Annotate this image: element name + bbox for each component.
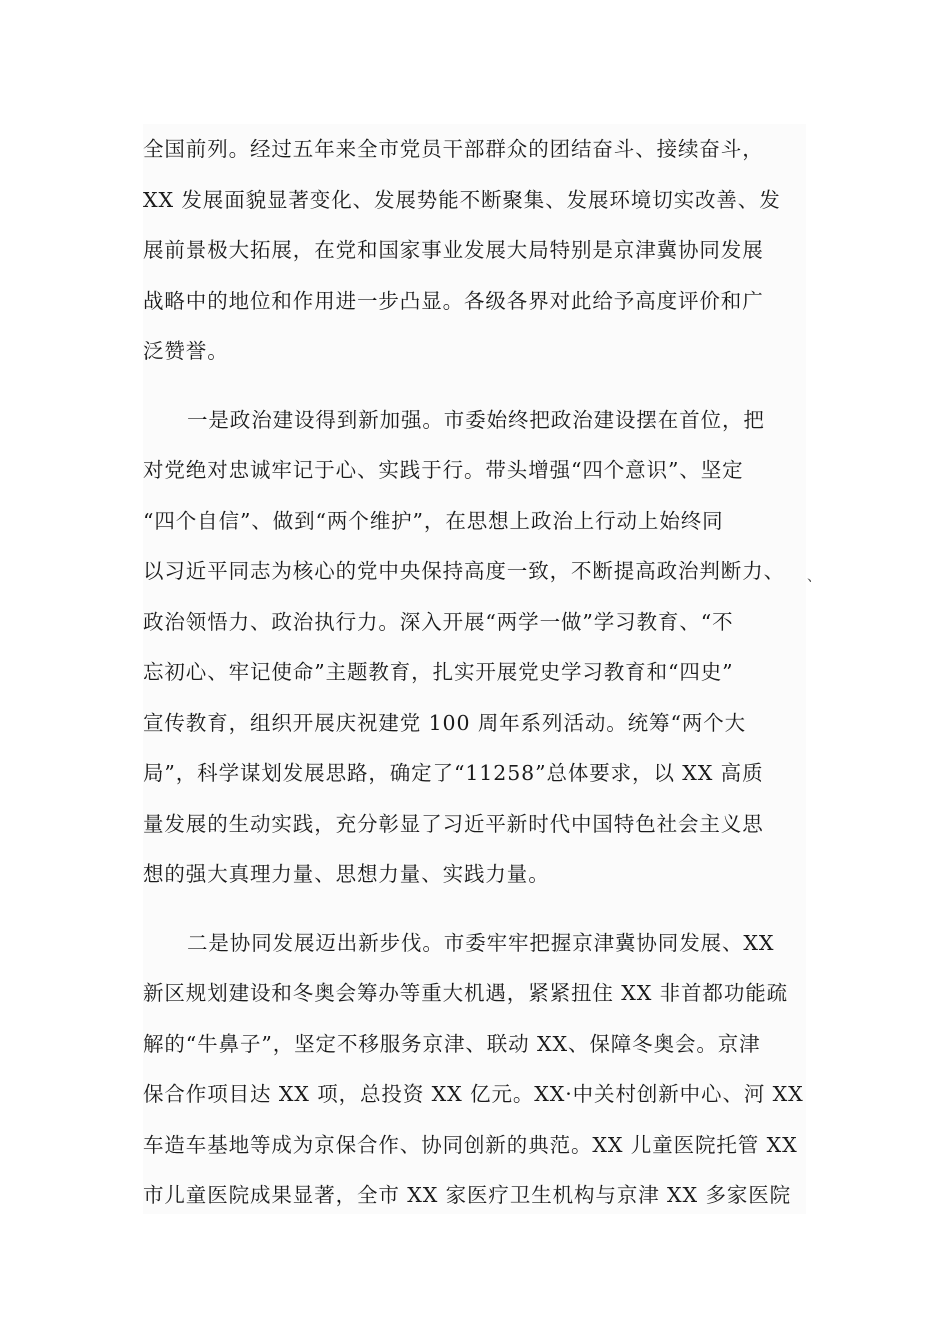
text-line: 政治领悟力、政治执行力。深入开展“两学一做”学习教育、“不 — [143, 609, 734, 634]
text-line: 以习近平同志为核心的党中央保持高度一致，不断提高政治判断力、 — [143, 559, 785, 583]
paragraph-intro — [143, 124, 806, 377]
text-line: 忘初心、牢记使命”主题教育，扎实开展党史学习教育和“四史” — [143, 660, 734, 684]
paragraph-spacer — [143, 900, 806, 918]
text-line: 车造车基地等成为京保合作、协同创新的典范。XX 儿童医院托管 XX — [143, 1132, 798, 1157]
text-line: 宣传教育，组织开展庆祝建党 100 周年系列活动。统筹“两个大 — [143, 710, 747, 735]
text-line: 对党绝对忠诚牢记于心、实践于行。带头增强“四个意识”、坚定 — [143, 458, 744, 482]
text-line: 一是政治建设得到新加强。市委始终把政治建设摆在首位，把 — [187, 407, 765, 432]
paragraph-spacer — [143, 377, 806, 395]
text-line: 战略中的地位和作用进一步凸显。各级各界对此给予高度评价和广 — [143, 288, 764, 313]
text-line: 新区规划建设和冬奥会筹办等重大机遇，紧紧扭住 XX 非首都功能疏 — [143, 981, 789, 1005]
text-line: 解的“牛鼻子”，坚定不移服务京津、联动 XX、保障冬奥会。京津 — [143, 1031, 761, 1056]
text-line: 保合作项目达 XX 项，总投资 XX 亿元。XX·中关村创新中心、河 XX — [143, 1082, 804, 1106]
text-line: 泛赞誉。 — [143, 339, 229, 363]
text-line: 全国前列。经过五年来全市党员干部群众的团结奋斗、接续奋斗， — [143, 137, 764, 161]
text-line: 局”，科学谋划发展思路，确定了“11258”总体要求，以 XX 高质 — [143, 761, 764, 785]
text-line: “四个自信”、做到“两个维护”，在思想上政治上行动上始终同 — [143, 508, 724, 533]
text-line: 想的强大真理力量、思想力量、实践力量。 — [143, 862, 550, 886]
text-line: 市儿童医院成果显著，全市 XX 家医疗卫生机构与京津 XX 多家医院 — [143, 1183, 792, 1207]
text-line: 量发展的生动实践，充分彰显了习近平新时代中国特色社会主义思 — [143, 811, 764, 836]
text-line: 展前景极大拓展，在党和国家事业发展大局特别是京津冀协同发展 — [143, 238, 764, 262]
document-page — [143, 124, 806, 1214]
paragraph-coordinated-development — [143, 918, 806, 1221]
paragraph-political-construction — [143, 395, 806, 900]
text-line: XX 发展面貌显著变化、发展势能不断聚集、发展环境切实改善、发 — [143, 187, 781, 212]
margin-punctuation-mark: 、 — [807, 569, 821, 585]
text-line: 二是协同发展迈出新步伐。市委牢牢把握京津冀协同发展、XX — [187, 930, 775, 955]
